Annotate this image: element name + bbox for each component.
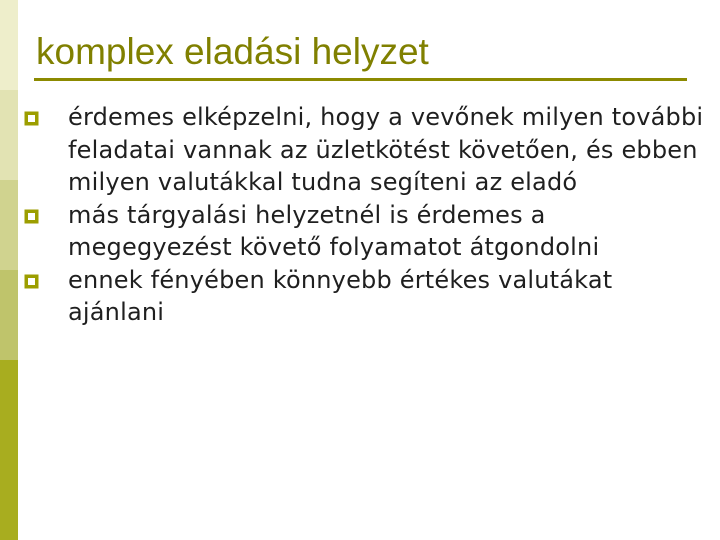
list-item [24, 101, 704, 199]
sidebar-segment [0, 360, 18, 540]
square-bullet-icon [24, 274, 39, 289]
bullet-text: érdemes elképzelni, hogy a vevőnek milyen további feladatai vannak az üzletkötést követően, és ebben milyen valutákkal tudna segíteni az eladó [68, 103, 704, 196]
square-bullet-icon [24, 209, 39, 224]
bullet-text: ennek fényében könnyebb értékes valutákat ajánlani [68, 265, 613, 326]
bullet-list [24, 101, 704, 329]
title-underline [34, 78, 687, 81]
square-bullet-icon [24, 111, 39, 126]
sidebar-segment [0, 90, 18, 180]
bullet-text: más tárgyalási helyzetnél is érdemes a megegyezést követő folyamatot átgondolni [68, 200, 600, 261]
sidebar-segment [0, 270, 18, 360]
sidebar-gradient-bar [0, 0, 18, 540]
list-item [24, 264, 704, 329]
slide-title: komplex eladási helyzet [36, 31, 429, 72]
list-item [24, 199, 704, 264]
sidebar-segment [0, 180, 18, 270]
sidebar-segment [0, 0, 18, 90]
